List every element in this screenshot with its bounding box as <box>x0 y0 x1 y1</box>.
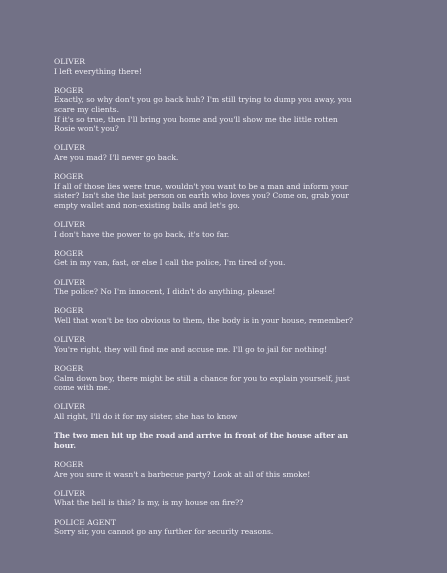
dialogue-block <box>54 402 359 421</box>
action-block <box>54 431 359 450</box>
dialogue-block <box>54 249 359 268</box>
dialogue-block <box>54 335 359 354</box>
dialogue-line: What the hell is this? Is my, is my house on fire?? <box>54 498 244 508</box>
dialogue-line: Well that won't be too obvious to them, the body is in your house, remember? <box>54 316 353 326</box>
speaker-name: ROGER <box>54 85 84 95</box>
dialogue-block <box>54 518 359 537</box>
dialogue-block <box>54 57 359 76</box>
dialogue-line: Are you mad? I'll never go back. <box>54 152 179 162</box>
speaker-name: OLIVER <box>54 57 86 66</box>
speaker-name: OLIVER <box>54 277 86 287</box>
dialogue-line: Calm down boy, there might be still a chance for you to explain yourself, just come with me. <box>54 373 350 393</box>
dialogue-block <box>54 364 359 393</box>
dialogue-line: Sorry sir, you cannot go any further for security reasons. <box>54 527 274 537</box>
speaker-name: ROGER <box>54 459 84 469</box>
dialogue-block <box>54 143 359 162</box>
speaker-name: OLIVER <box>54 220 86 230</box>
dialogue-line: I left everything there! <box>54 66 142 76</box>
dialogue-block <box>54 460 359 479</box>
speaker-name: OLIVER <box>54 402 86 412</box>
speaker-name: POLICE AGENT <box>54 517 116 527</box>
dialogue-line: Exactly, so why don't you go back huh? I'm still trying to dump you away, you scare my clients. If it's so true, then I'll bring you home and you'll show me the little rotten Rosie won't you? <box>54 95 352 134</box>
speaker-name: ROGER <box>54 172 84 182</box>
dialogue-block <box>54 278 359 297</box>
speaker-name: ROGER <box>54 306 84 316</box>
dialogue-line: The police? No I'm innocent, I didn't do anything, please! <box>54 287 276 297</box>
action-line: The two men hit up the road and arrive in front of the house after an hour. <box>54 431 348 450</box>
dialogue-line: All right, I'll do it for my sister, she has to know <box>54 411 238 421</box>
dialogue-block <box>54 172 359 210</box>
dialogue-block <box>54 489 359 508</box>
speaker-name: ROGER <box>54 364 84 373</box>
script-body <box>54 57 359 546</box>
speaker-name: OLIVER <box>54 335 86 345</box>
dialogue-line: You're right, they will find me and accuse me. I'll go to jail for nothing! <box>54 344 328 354</box>
speaker-name: OLIVER <box>54 488 86 498</box>
dialogue-block <box>54 86 359 134</box>
speaker-name: ROGER <box>54 248 84 258</box>
dialogue-line: Are you sure it wasn't a barbecue party? Look at all of this smoke! <box>54 469 311 479</box>
dialogue-line: If all of those lies were true, wouldn't you want to be a man and inform your sister? Isn't she the last person on earth who loves you? Come on, grab your empty wallet and non-existing balls and let's go. <box>54 181 349 210</box>
dialogue-line: Get in my van, fast, or else I call the police, I'm tired of you. <box>54 258 286 268</box>
dialogue-block <box>54 306 359 325</box>
speaker-name: OLIVER <box>54 143 86 153</box>
dialogue-line: I don't have the power to go back, it's too far. <box>54 229 230 239</box>
dialogue-block <box>54 220 359 239</box>
